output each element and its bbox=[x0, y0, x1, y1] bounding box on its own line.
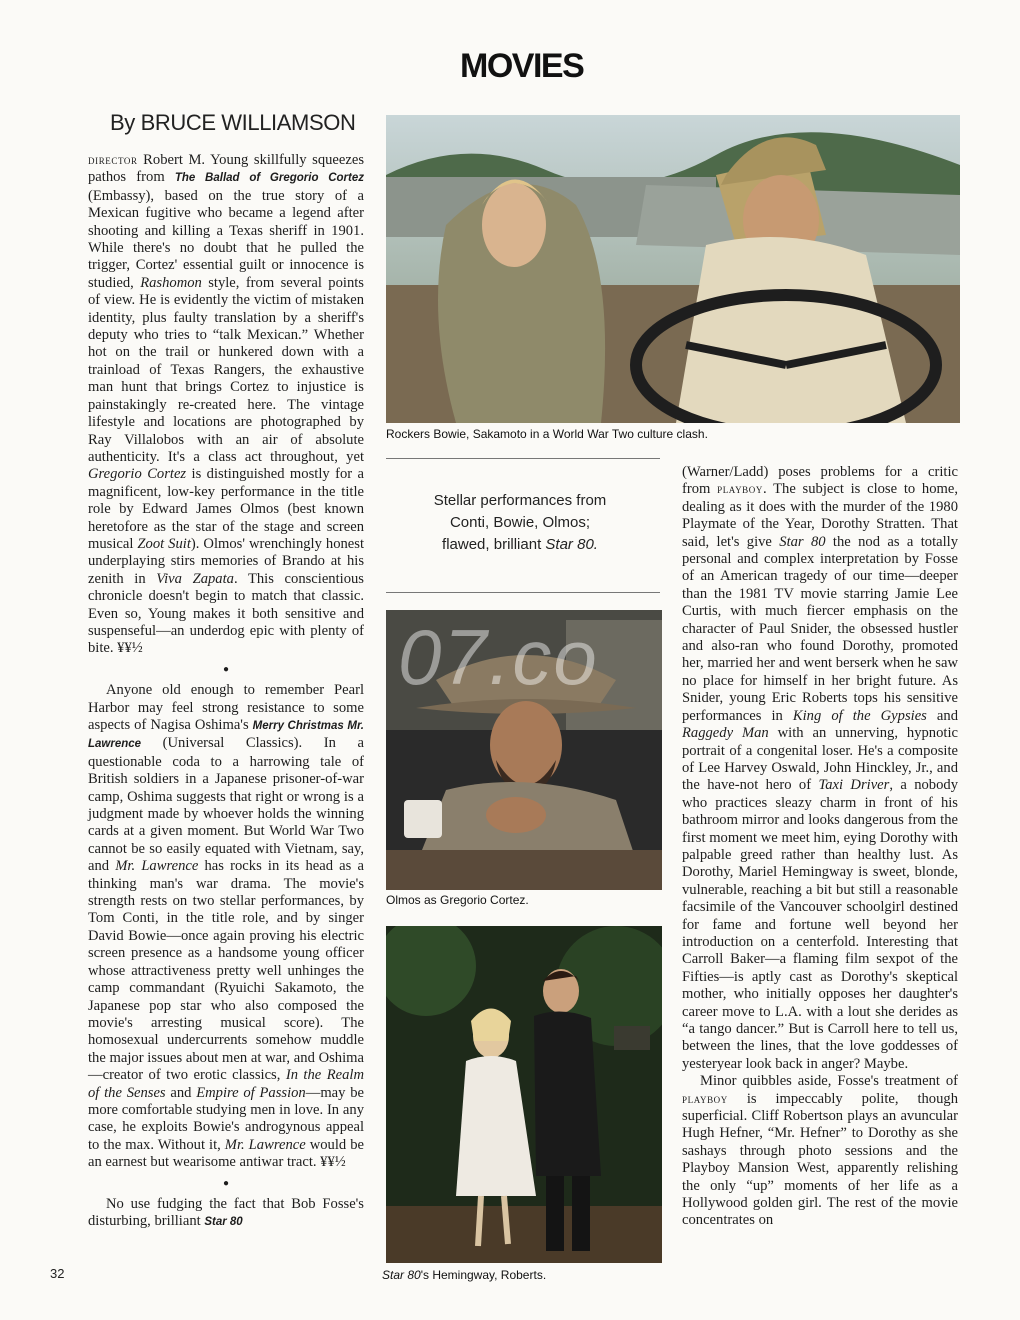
divider-bottom bbox=[386, 592, 660, 593]
divider-top bbox=[386, 458, 660, 459]
paragraph-star-80: (Warner/Ladd) poses problems for a critic from playboy. The subject is close to home, dealing as it does with the murder of the 1980 Playmate of the Year, Dorothy Stratten. That said, let's give Star 80 the nod as a totally personal and complex interpretation by Fosse of an American tragedy of our time—deeper than the 1981 TV movie starring Jamie Lee Curtis, with much fiercer emphasis on the character of Paul Snider, the obsessed hustler and also-ran who found Dorothy, promoted her, married her and went berserk when he saw no place for himself in her bright future. As Snider, young Eric Roberts tops his sensitive performances in King of the Gypsies and Raggedy Man with an unnerving, hypnotic portrait of a congenital loser. He's a composite of Lee Harvey Oswald, John Hinckley, Jr., and the have-not hero of Taxi Driver, a nobody who practices sleazy charm in front of his bathroom mirror and looks dangerous from the first moment we meet him, eying Dorothy with palpable greed rather than healthy lust. As Dorothy, Mariel Hemingway is sweet, blonde, vulnerable, reaching a bit but still a reasonable facsimile of the Vancouver schoolgirl destined for fame and fortune well beyond her introduction on a centerfold. Interesting that Carroll Baker—a flaming film sexpot of the Fifties—is aptly cast as Dorothy's skeptical mother, who initially opposes her daughter's career move to L.A. with a lout she derides as “a tango dancer.” But is Carroll here to tell us, between the lines, that the love goddesses of yesteryear look back in anger? Maybe. bbox=[682, 464, 959, 1072]
photo-caption-3: Star 80's Hemingway, Roberts. bbox=[382, 1268, 547, 1282]
lead-in: director bbox=[88, 153, 138, 167]
section-bullet: ● bbox=[222, 1177, 230, 1189]
section-bullet: ● bbox=[222, 663, 230, 675]
photo-caption-1: Rockers Bowie, Sakamoto in a World War Two culture clash. bbox=[386, 427, 708, 441]
pull-quote: Stellar performances from Conti, Bowie, Olmos; flawed, brilliant Star 80. bbox=[433, 492, 607, 553]
byline: By BRUCE WILLIAMSON bbox=[110, 110, 356, 135]
rating: would be an earnest but wearisome antiwar tract. ¥¥½ bbox=[88, 1136, 365, 1171]
watermark: 07.co bbox=[398, 613, 599, 701]
movie-title: Merry Christmas Mr. Lawrence bbox=[88, 720, 364, 751]
article-column-right bbox=[682, 464, 958, 1230]
movie-title: The Ballad of Gregorio Cortez bbox=[174, 172, 364, 185]
paragraph-mr-lawrence: Anyone old enough to remember Pearl Harbor may feel strong resistance to some aspects of Nagisa Oshima's Merry Christmas Mr. Lawrence (Universal Classics). In a questionable coda to a harrowing tale of British soldiers in a Japanese prisoner-of-war camp, Oshima suggests that right or wrong is a judgment made by whoever holds the winning cards at a given moment. But World War Two cannot be so easily equated with Vietnam, say, and Mr. Lawrence has rocks in its head as a thinking man's war drama. The movie's strength rests on two stellar performances, by Tom Conti, in the title role, and by singer David Bowie—once again proving his electric screen presence as a handsome young officer whose attractiveness pretty well unhinges the camp commandant (Ryuichi Sakamoto, the Japanese pop star who also composed the movie's arresting musical score). The homosexual undercurrents somehow muddle the major issues about men at war, and Oshima—creator of two erotic classics, In the Realm of the Senses and Empire of Passion—may be more comfortable studying men in love. In any case, he exploits Bowie's androgynous appeal to the max. Without it, Mr. Lawrence would be an earnest but wearisome antiwar tract. ¥¥½ bbox=[88, 682, 365, 1171]
paragraph-star-80-intro: No use fudging the fact that Bob Fosse's disturbing, brilliant Star 80 bbox=[88, 1195, 364, 1230]
paragraph-star-80-continued: Minor quibbles aside, Fosse's treatment of playboy is impeccably polite, though superficial. Cliff Robertson plays an avuncular Hugh Hefner, “Mr. Hefner” to Dorothy as she sashays through photo sessions and the Playboy Mansion West, apparently relishing the only “up” moments of her life as a Hollywood golden girl. The rest of the movie concentrates on bbox=[682, 1073, 958, 1229]
photo-bowie-sakamoto bbox=[386, 115, 960, 423]
movie-title: Star 80 bbox=[204, 1216, 243, 1229]
paragraph-gregorio-cortez: director Robert M. Young skillfully squeezes pathos from The Ballad of Gregorio Cortez (Embassy), based on the true story of a Mexican fugitive who became a legend after shooting and killing a Texas sheriff in 1901. While there's no doubt that he pulled the trigger, Cortez' essential guilt or innocence is studied, Rashomon style, from several points of view. He is evidently the victim of mistaken identity, plus faulty translation by a sheriff's deputy who tries to “talk Mexican.” Whether hot on the trail or hunkered down with a trainload of Texas Rangers, the exhaustive man hunt that brings Cortez to injustice is painstakingly re-created here. The vintage lifestyle and locations are photographed by Ray Villalobos with an air of absolute authenticity. It's a class act throughout, yet Gregorio Cortez is distinguished mostly for a magnificent, low-key performance in the title role by Edward James Olmos (best known heretofore as the star of the stage and screen musical Zoot Suit). Olmos' wrenchingly honest underplaying stirs memories of Brando at his zenith in Viva Zapata. This conscientious chronicle doesn't begin to match that classic. Even so, Young makes it both sensitive and suspenseful—an underdog epic with plenty of bite. ¥¥½ bbox=[88, 152, 365, 657]
article-column-left bbox=[88, 152, 364, 1232]
rating: . This conscientious chronicle doesn't begin to match that classic. Even so, Young makes it both sensitive and suspenseful—an underdog epic with plenty of bite. ¥¥½ bbox=[88, 570, 364, 657]
photo-caption-2: Olmos as Gregorio Cortez. bbox=[386, 893, 529, 907]
section-title: MOVIES bbox=[460, 47, 584, 85]
photo-hemingway-roberts bbox=[386, 926, 662, 1263]
photo-olmos bbox=[386, 610, 662, 890]
page-number: 32 bbox=[50, 1266, 65, 1281]
